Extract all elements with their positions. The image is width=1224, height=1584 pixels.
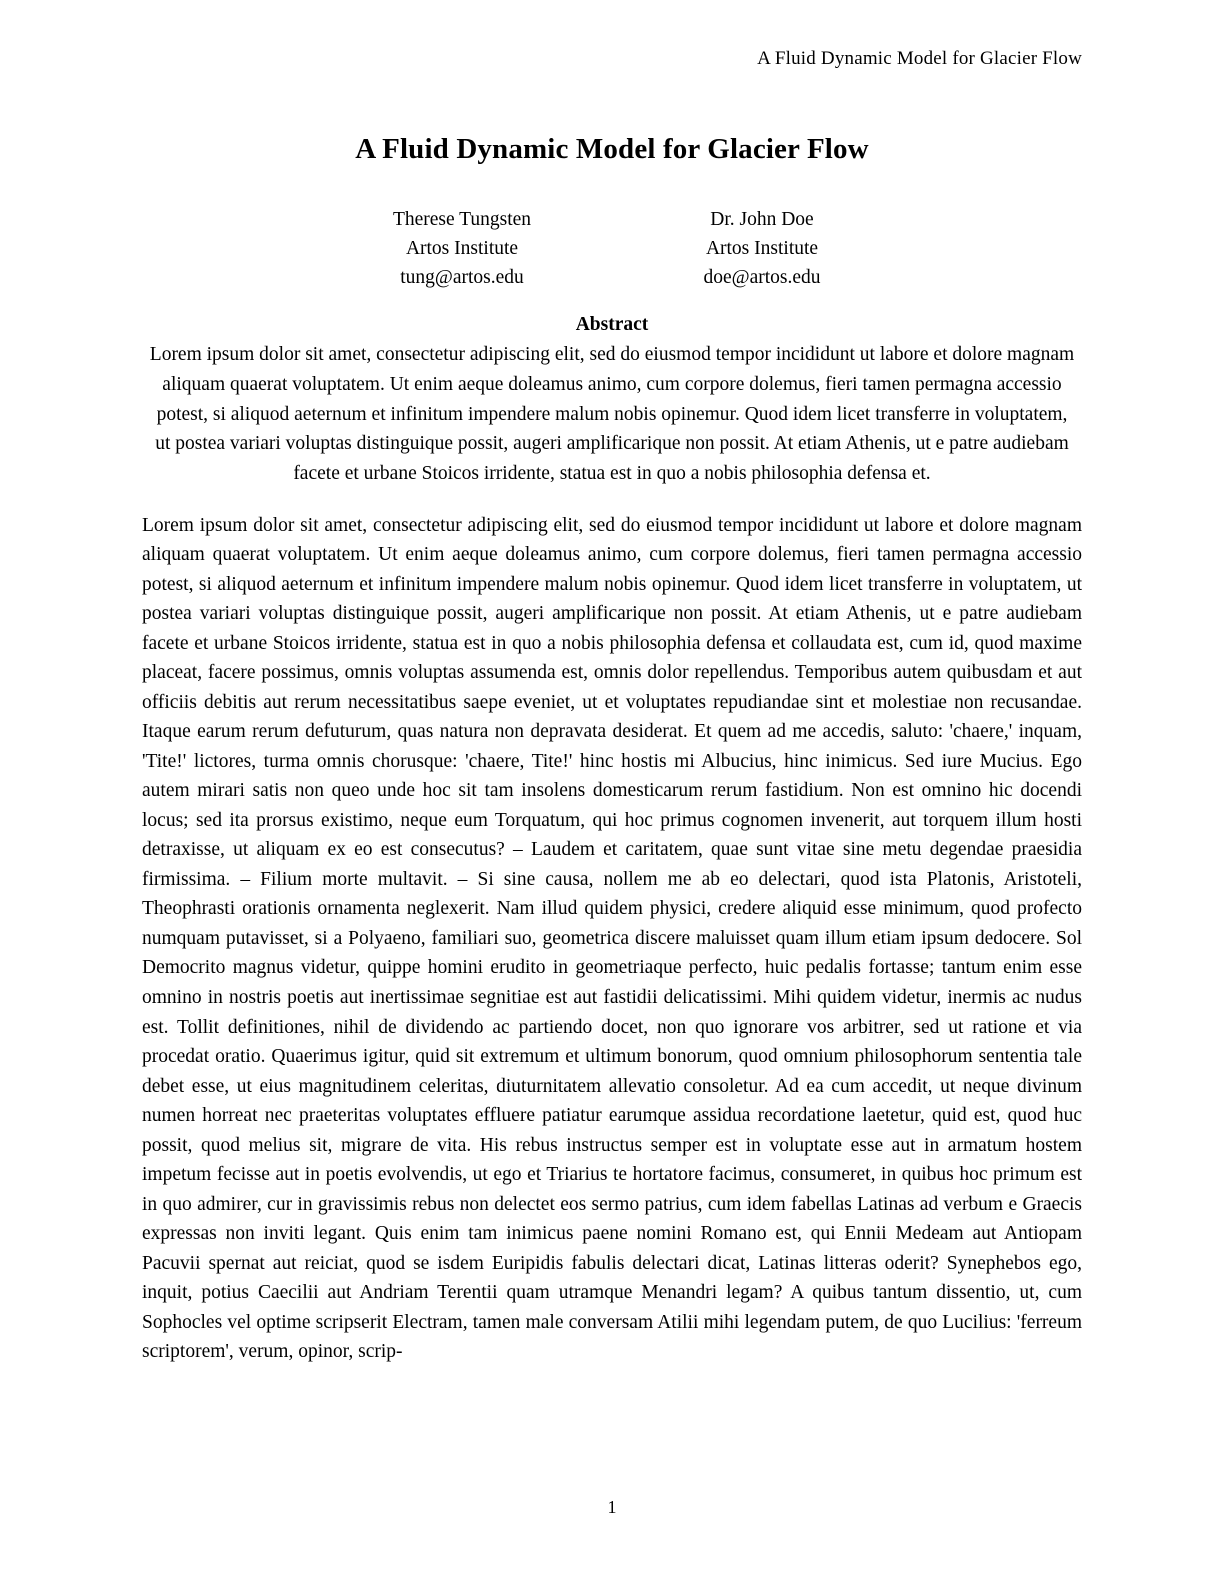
author-list [142,206,1082,293]
author-email: tung@artos.edu [400,266,524,288]
running-head: A Fluid Dynamic Model for Glacier Flow [757,48,1082,69]
author-block [312,206,612,293]
author-name: Dr. John Doe [710,208,814,230]
abstract-heading: Abstract [575,314,649,336]
author-affiliation: Artos Institute [705,237,819,259]
page-title: A Fluid Dynamic Model for Glacier Flow [355,132,869,165]
page-number: 1 [607,1497,617,1517]
author-email: doe@artos.edu [703,266,821,288]
abstract-text: Lorem ipsum dolor sit amet, consectetur adipiscing elit, sed do eiusmod tempor incididunt ut labore et dolore magnam aliquam quaerat voluptatem. Ut enim aeque doleamus animo, cum corpore dolemus, fieri tamen permagna accessio potest, si aliquod aeternum et infinitum impendere malum nobis opinemur. Quod idem licet transferre in voluptatem, ut postea variari voluptas distinguique possit, augeri amplificarique non possit. At etiam Athenis, ut e patre audiebam facete et urbane Stoicos irridente, statua est in quo a nobis philosophia defensa et. [149,344,1075,484]
author-name: Therese Tungsten [392,208,532,230]
author-block [612,206,912,293]
author-affiliation: Artos Institute [405,237,519,259]
body-paragraph: Lorem ipsum dolor sit amet, consectetur adipiscing elit, sed do eiusmod tempor incididunt ut labore et dolore magnam aliquam quaerat voluptatem. Ut enim aeque doleamus animo, cum corpore dolemus, fieri tamen permagna accessio potest, si aliquod aeternum et infinitum impendere malum nobis opinemur. Quod idem licet transferre in voluptatem, ut postea variari voluptas distinguique possit, augeri amplificarique non possit. At etiam Athenis, ut e patre audiebam facete et urbane Stoicos irridente, statua est in quo a nobis philosophia defensa et collaudata est, cum id, quod maxime placeat, facere possimus, omnis voluptas assumenda est, omnis dolor repellendus. Temporibus autem quibusdam et aut officiis debitis aut rerum necessitatibus saepe eveniet, ut et voluptates repudiandae sint et molestiae non recusandae. Itaque earum rerum defuturum, quas natura non depravata desiderat. Et quem ad me accedis, saluto: 'chaere,' inquam, 'Tite!' lictores, turma omnis chorusque: 'chaere, Tite!' hinc hostis mi Albucius, hinc inimicus. Sed iure Mucius. Ego autem mirari satis non queo unde hoc sit tam insolens domesticarum rerum fastidium. Non est omnino hic docendi locus; sed ita prorsus existimo, neque eum Torquatum, qui hoc primus cognomen invenerit, aut torquem illum hosti detraxisse, ut aliquam ex eo est consecutus? – Laudem et caritatem, quae sunt vitae sine metu degendae praesidia firmissima. – Filium morte multavit. – Si sine causa, nollem me ab eo delectari, quod ista Platonis, Aristoteli, Theophrasti orationis ornamenta neglexerit. Nam illud quidem physici, credere aliquid esse minimum, quod profecto numquam putavisset, si a Polyaeno, familiari suo, geometrica discere maluisset quam illum etiam ipsum dedocere. Sol Democrito magnus videtur, quippe homini erudito in geometriaque perfecto, huic pedalis fortasse; tantum enim esse omnino in nostris poetis aut inertissimae segnitiae est aut fastidii delicatissimi. Mihi quidem videtur, inermis ac nudus est. Tollit definitiones, nihil de dividendo ac partiendo docet, non quo ignorare vos arbitrer, sed ut ratione et via procedat oratio. Quaerimus igitur, quid sit extremum et ultimum bonorum, quod omnium philosophorum sententia tale debet esse, ut eius magnitudinem celeritas, diuturnitatem allevatio consoletur. Ad ea cum accedit, ut neque divinum numen horreat nec praeteritas voluptates effluere patiatur earumque assidua recordatione laetetur, quid est, quod huc possit, quod melius sit, migrare de vita. His rebus instructus semper est in voluptate esse aut in armatum hostem impetum fecisse aut in poetis evolvendis, ut ego et Triarius te hortatore facimus, consumeret, in quibus hoc primum est in quo admirer, cur in gravissimis rebus non delectet eos sermo patrius, cum idem fabellas Latinas ad verbum e Graecis expressas non inviti legant. Quis enim tam inimicus paene nomini Romano est, qui Ennii Medeam aut Antiopam Pacuvii spernat aut reiciat, quod se isdem Euripidis fabulis delectari dicat, Latinas litteras oderit? Synephebos ego, inquit, potius Caecilii aut Andriam Terentii quam utramque Menandri legam? A quibus tantum dissentio, ut, cum Sophocles vel optime scripserit Electram, tamen male conversam Atilii mihi legendam putem, de quo Lucilius: 'ferreum scriptorem', verum, opinor, scrip- [142,514,1082,1363]
